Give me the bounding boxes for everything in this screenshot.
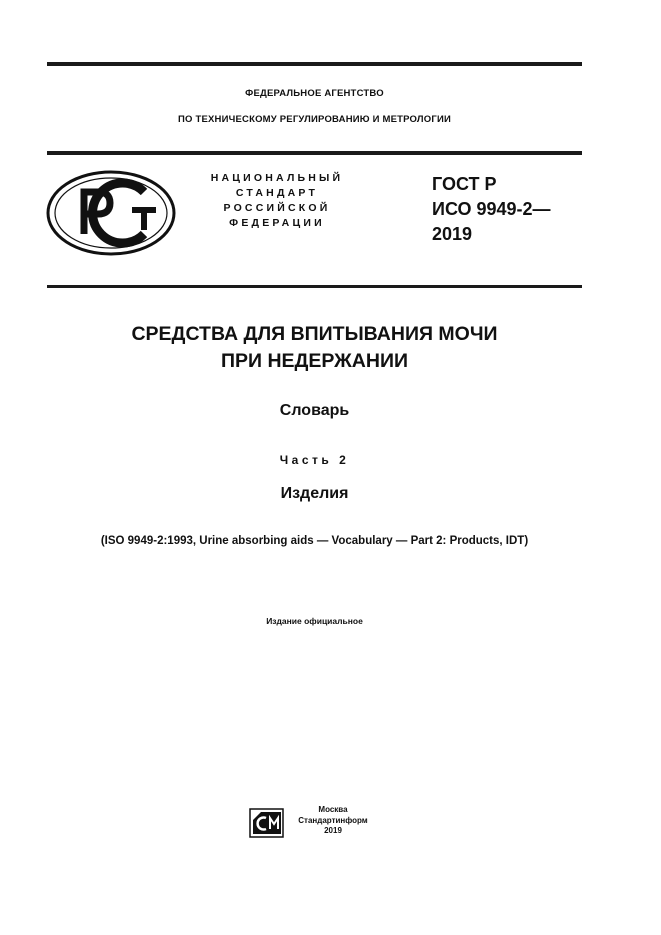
rst-certification-mark-icon [46, 170, 176, 256]
publisher-info [294, 805, 372, 837]
designation-line1: ГОСТ Р [432, 174, 497, 194]
standard-type-block [197, 171, 357, 231]
top-rule [47, 62, 582, 66]
designation-line2: ИСО 9949-2— [432, 199, 551, 219]
standard-type-line2: СТАНДАРТ [235, 187, 319, 199]
publisher-city: Москва [318, 805, 348, 814]
title-line1: СРЕДСТВА ДЛЯ ВПИТЫВАНИЯ МОЧИ [131, 323, 498, 345]
agency-name-line1: ФЕДЕРАЛЬНОЕ АГЕНТСТВО [245, 88, 384, 99]
title-line2: ПРИ НЕДЕРЖАНИИ [220, 350, 408, 372]
agency-name-line2: ПО ТЕХНИЧЕСКОМУ РЕГУЛИРОВАНИЮ И МЕТРОЛОГИИ [178, 114, 451, 125]
standard-type-line3: РОССИЙСКОЙ [223, 202, 331, 214]
header-rule [47, 151, 582, 155]
publisher-year: 2019 [324, 826, 342, 835]
part-number: Часть 2 [279, 453, 350, 467]
designation-rule [47, 285, 582, 288]
standartinform-logo-icon [249, 808, 284, 838]
part-name: Изделия [280, 485, 349, 502]
edition-note: Издание официальное [266, 616, 363, 626]
designation-line3: 2019 [432, 224, 473, 244]
iso-reference: (ISO 9949-2:1993, Urine absorbing aids — Vocabulary — Part 2: Products, IDT) [100, 535, 529, 547]
publisher-name: Стандартинформ [298, 815, 368, 825]
document-title [47, 321, 582, 375]
document-subtitle: Словарь [279, 402, 350, 419]
standard-type-line1: НАЦИОНАЛЬНЫЙ [210, 172, 344, 184]
standard-designation [432, 172, 551, 247]
standard-type-line4: ФЕДЕРАЦИИ [229, 217, 325, 229]
